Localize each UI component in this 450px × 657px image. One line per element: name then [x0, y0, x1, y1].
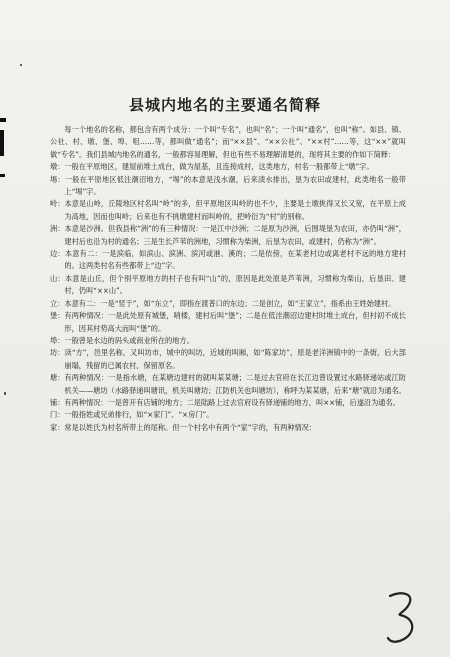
ink-speck [20, 64, 22, 66]
entry-men: 门：一般指姓或兄弟排行，如“×家门”、“×房门”。 [50, 410, 214, 420]
entry-bian: 边：本意有二：一是滨临，如滨山、滨洲、滨河或港、溪的；二是依傍，在某老村边或离老村不远的地方建村的。这两类村名有些都带上“边”字。 [50, 249, 406, 271]
entry-li: 立：本意有二：一是“竖于”，如“东立”，即指在渡普口的东边；二是创立，如“王家立”，指系由王姓始建村。 [50, 298, 396, 308]
entry-ling: 岭：本意是山岭，丘陵地区村名叫“岭”的多，但平原地区叫岭的也不少，主要是土墩挑得又长又宽，在平原上成为高地，因而也叫岭；后来也有不挑墩建村而叫岭的，把岭衍为“村”的别称。 [50, 199, 406, 221]
handwritten-three-mark [382, 588, 422, 646]
binding-edge-mark [0, 130, 4, 156]
entry-dun: 墩：一般在平原地区，建屋前堆土成台，做为屋基，且连接成村，这类地方，村名一般都带上“墩”字。 [50, 162, 374, 172]
entry-jia: 家：常是以姓氏为村名所带上的尾称。但一个村名中有两个“家”字的，有两种情况： [50, 422, 317, 432]
entry-bu: 埠：一般曾是水边的码头或商业所在的地方。 [50, 335, 194, 345]
entry-pu: 铺：有两种情况：一是曾开有店铺的地方；二是陆路上过去官府设有驿递铺的地方，叫××铺，后遂沿为通名。 [50, 397, 400, 407]
intro-paragraph: 每一个地名的名称，都包含有两个成分：一个叫“专名”，也叫“名”；一个叫“通名”，也叫“称”。如县、镇、公社、村、墩、堡、埠、咀……等，都叫做“通名”；而“××县”、“××公社”、“××村”……等，这“××”就叫做“专名”。我们县城内地名的通名，一般都容易理解，但也有些不易理解清楚的，现将其主要的作如下简释： [50, 125, 406, 159]
entry-shan: 山：本意是山丘，但个别平原地方的村子也有叫“山”的，原因是此处原是芦苇洲，习惯称为柴山，后垦田、建村，仍叫“××山”。 [50, 273, 406, 296]
document-body [50, 124, 406, 434]
ink-speck [4, 392, 6, 395]
handwritten-page-number [382, 588, 422, 646]
entry-chang: 埸：一般在平原地区低注潮沼地方，“埸”的本意是浅水潮，后来渍水排出，垦为农田或建村，此类地名一般带上“埸”字。 [50, 174, 406, 197]
binding-edge-mark [0, 174, 5, 177]
entry-zhou: 洲：本意是沙洲。但我县称“洲”的有三种情况：一是江中沙洲；二是原为沙洲，后围堤垦为农田，亦仍叫“洲”，建村后也沿为村的通名；三是生长芦苇的洲地，习惯称为柴洲，后垦为农田，或建村，仍称为“洲”。 [50, 224, 406, 246]
entry-fang: 坊：读“方”，邑里名称，又叫坊市，城中的叫坊，近城的叫厢，如“陈家坊”，原是老洋洲镇中的一条街，后大部崩塌，残留的已属农村，保留原名。 [50, 348, 406, 370]
binding-edge-mark [0, 118, 6, 122]
entry-tang: 塘：有两种情况：一是指水塘，在某塘边建村的就叫某某塘；二是过去官府在长江边曾设置过水路驿递站或江防机关——塘坊（水路驿递叫塘讯，机关叫塘坊；江防机关也叫塘坊），称呼为某某塘，后来“塘”就沿为通名。 [50, 373, 406, 395]
entry-bao: 堡：有两种情况：一是此处原有城堡，哨楼，建村后叫“堡”；二是在低洼潮沼边建村时堆土成台，但村初不成长形，因其村势高大而叫“堡”的。 [50, 311, 406, 333]
page-title: 县城内地名的主要通名简释 [128, 96, 321, 114]
